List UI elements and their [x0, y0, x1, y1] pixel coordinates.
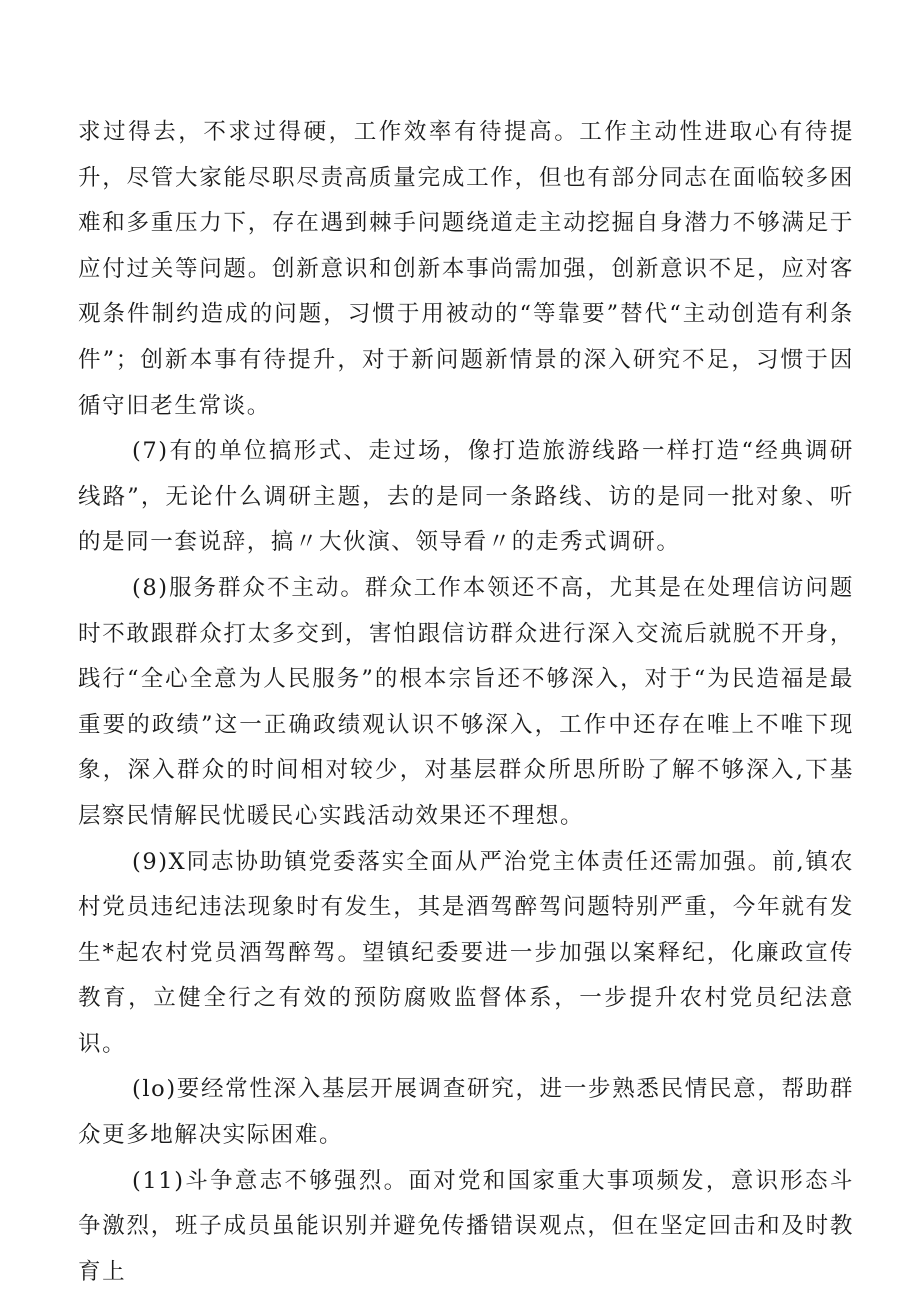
paragraph-11: (11)斗争意志不够强烈。面对党和国家重大事项频发，意识形态斗争激烈，班子成员虽能识别并避免传播错误观点，但在坚定回击和及时教育上	[78, 1167, 854, 1285]
paragraph-9: (9)X同志协助镇党委落实全面从严治党主体责任还需加强。前,镇农村党员违纪违法现象时有发生，其是酒驾醉驾问题特别严重，今年就有发生*起农村党员酒驾醉驾。望镇纪委要进一步加强以案释纪，化廉政宣传教育，立健全行之有效的预防腐败监督体系，一步提升农村党员纪法意识。	[78, 848, 854, 1057]
paragraph-7: (7)有的单位搞形式、走过场，像打造旅游线路一样打造“经典调研线路”，无论什么调研主题，去的是同一条路线、访的是同一批对象、听的是同一套说辞，搞〃大伙演、领导看〃的走秀式调研。	[78, 438, 854, 556]
paragraph-8: (8)服务群众不主动。群众工作本领还不高，尤其是在处理信访问题时不敢跟群众打太多交到，害怕跟信访群众进行深入交流后就脱不开身，践行“全心全意为人民服务”的根本宗旨还不够深入，对于“为民造福是最重要的政绩”这一正确政绩观认识不够深入，工作中还存在唯上不唯下现象，深入群众的时间相对较少，对基层群众所思所盼了解不够深入,下基层察民情解民忧暖民心实践活动效果还不理想。	[78, 574, 854, 829]
paragraph-10: (lo)要经常性深入基层开展调查研究，进一步熟悉民情民意，帮助群众更多地解决实际困难。	[78, 1076, 854, 1149]
document-page	[78, 110, 854, 1295]
paragraph-continuation: 求过得去，不求过得硬，工作效率有待提高。工作主动性进取心有待提升，尽管大家能尽职尽责高质量完成工作，但也有部分同志在面临较多困难和多重压力下，存在遇到棘手问题绕道走主动挖掘自身潜力不够满足于应付过关等问题。创新意识和创新本事尚需加强，创新意识不足，应对客观条件制约造成的问题，习惯于用被动的“等靠要”替代“主动创造有利条件”；创新本事有待提升，对于新问题新情景的深入研究不足，习惯于因循守旧老生常谈。	[78, 119, 854, 419]
